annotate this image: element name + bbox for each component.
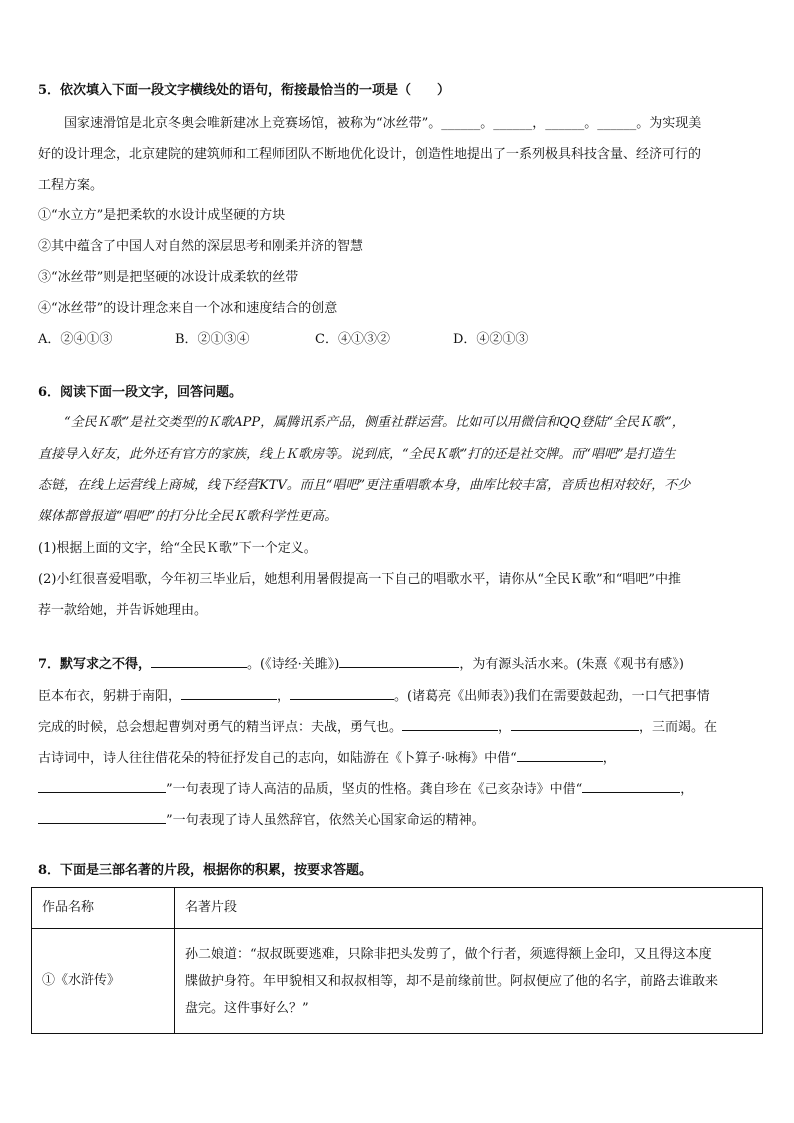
q5-paragraph-line-3: 工程方案。 [38,178,104,193]
q7-blank-6[interactable] [511,718,639,731]
q6-paragraph-line-3: 态链，在线上运营线上商城，线下经营KTV。而且“唱吧”更注重唱歌本身，曲库比较丰富，音质也相对较好，不少 [38,478,691,493]
header-work-name: 作品名称 [32,888,175,929]
q6-paragraph-line-1: “全民Ｋ歌”是社交类型的Ｋ歌APP，属腾讯系产品，侧重社群运营。比如可以用微信和QQ登陆“全民Ｋ歌”， [64,415,685,430]
q5-option-c[interactable]: C．④①③② [315,332,390,347]
row1-work-name: ①《水浒传》 [32,929,175,1034]
table-row [32,929,763,1034]
q7-blank-1[interactable] [151,655,247,668]
works-table [31,887,763,1034]
q7-number-text: 7．默写求之不得， [38,657,152,672]
q7-blank-4[interactable] [290,687,394,700]
q5-paragraph-line-1: 国家速滑馆是北京冬奥会唯新建冰上竞赛场馆，被称为“冰丝带”。______。______，______。______。为实现美 [64,116,702,131]
q6-subquestion-2-line-2: 荐一款给她，并告诉她理由。 [38,603,208,618]
q7-source-2: ，为有源头活水来。(朱熹《观书有感》) [459,657,684,672]
q7-blank-3[interactable] [181,687,277,700]
q6-paragraph-line-2: 直接导入好友，此外还有官方的家族，线上Ｋ歌房等。说到底，“全民Ｋ歌”打的还是社交牌。而“唱吧”是打造生 [38,447,676,462]
q5-option-b[interactable]: B．②①③④ [175,332,250,347]
row1-excerpt-line-1: 孙二娘道：“叔叔既要逃难，只除非把头发剪了，做个行者，须遮得额上金印，又且得这本度 [185,946,712,962]
q5-item-1: ①“水立方”是把柔软的水设计成坚硬的方块 [38,208,286,223]
q7-blank-2[interactable] [339,655,459,668]
q7-line-3 [38,718,717,737]
q7-text-5a: ”一句表现了诗人高洁的品质，坚贞的性格。龚自珍在《己亥杂诗》中借“ [166,782,583,797]
q7-text-2c: 。(诸葛亮《出师表》)我们在需要鼓起劲，一口气把事情 [394,689,710,704]
header-excerpt: 名著片段 [175,888,763,929]
q7-text-3c: ，三而竭。在 [639,720,718,735]
q7-blank-8[interactable] [38,780,166,793]
row1-excerpt-line-3: 盘完。这件事好么？” [185,1000,309,1016]
q6-subquestion-2-line-1: (2)小红很喜爱唱歌，今年初三毕业后，她想利用暑假提高一下自己的唱歌水平，请你从“全民Ｋ歌”和“唱吧”中推 [38,572,681,587]
q7-blank-7[interactable] [517,749,603,762]
q6-title: 6．阅读下面一段文字，回答问题。 [38,385,243,400]
q8-title: 8．下面是三部名著的片段，根据你的积累，按要求答题。 [38,863,373,878]
q7-text-6a: ”一句表现了诗人虽然辞官，依然关心国家命运的精神。 [166,813,485,828]
q6-subquestion-1: (1)根据上面的文字，给“全民Ｋ歌”下一个定义。 [38,541,317,556]
q7-source-1: 。(《诗经·关雎》) [247,657,340,672]
q5-item-2: ②其中蕴含了中国人对自然的深层思考和刚柔并济的智慧 [38,239,364,254]
table-header-row [32,888,763,929]
q7-text-2a: 臣本布衣，躬耕于南阳， [38,689,182,704]
q7-text-4a: 古诗词中，诗人往往借花朵的特征抒发自己的志向，如陆游在《卜算子·咏梅》中借“ [38,751,517,766]
q7-line-6 [38,811,485,830]
q5-paragraph-line-2: 好的设计理念，北京建院的建筑师和工程师团队不断地优化设计，创造性地提出了一系列极具科技含量、经济可行的 [38,147,702,162]
row1-excerpt-line-2: 牒做护身符。年甲貌相又和叔叔相等，却不是前缘前世。阿叔便应了他的名字，前路去谁敢来 [185,973,719,989]
q7-blank-10[interactable] [38,811,166,824]
row1-excerpt [175,929,763,1034]
q5-title: 5．依次填入下面一段文字横线处的语句，衔接最恰当的一项是（ ） [38,83,451,98]
q7-line-1 [38,655,684,674]
q7-text-2b: ， [277,689,291,704]
q5-option-a[interactable]: A．②④①③ [38,332,113,347]
q7-blank-9[interactable] [582,780,680,793]
q7-line-5 [38,780,693,799]
q7-line-4 [38,749,616,768]
q6-paragraph-line-4: 媒体都曾报道“唱吧”的打分比全民Ｋ歌科学性更高。 [38,509,338,524]
q7-blank-5[interactable] [402,718,498,731]
q7-text-4b: ， [602,751,616,766]
q5-item-3: ③“冰丝带”则是把坚硬的冰设计成柔软的丝带 [38,270,299,285]
q7-text-3b: ， [498,720,512,735]
q7-line-2 [38,687,710,706]
q7-text-3a: 完成的时候，总会想起曹刿对勇气的精当评点：夫战，勇气也。 [38,720,403,735]
q5-option-d[interactable]: D．④②①③ [453,332,529,347]
q7-text-5b: ， [680,782,694,797]
q5-item-4: ④“冰丝带”的设计理念来自一个冰和速度结合的创意 [38,301,338,316]
